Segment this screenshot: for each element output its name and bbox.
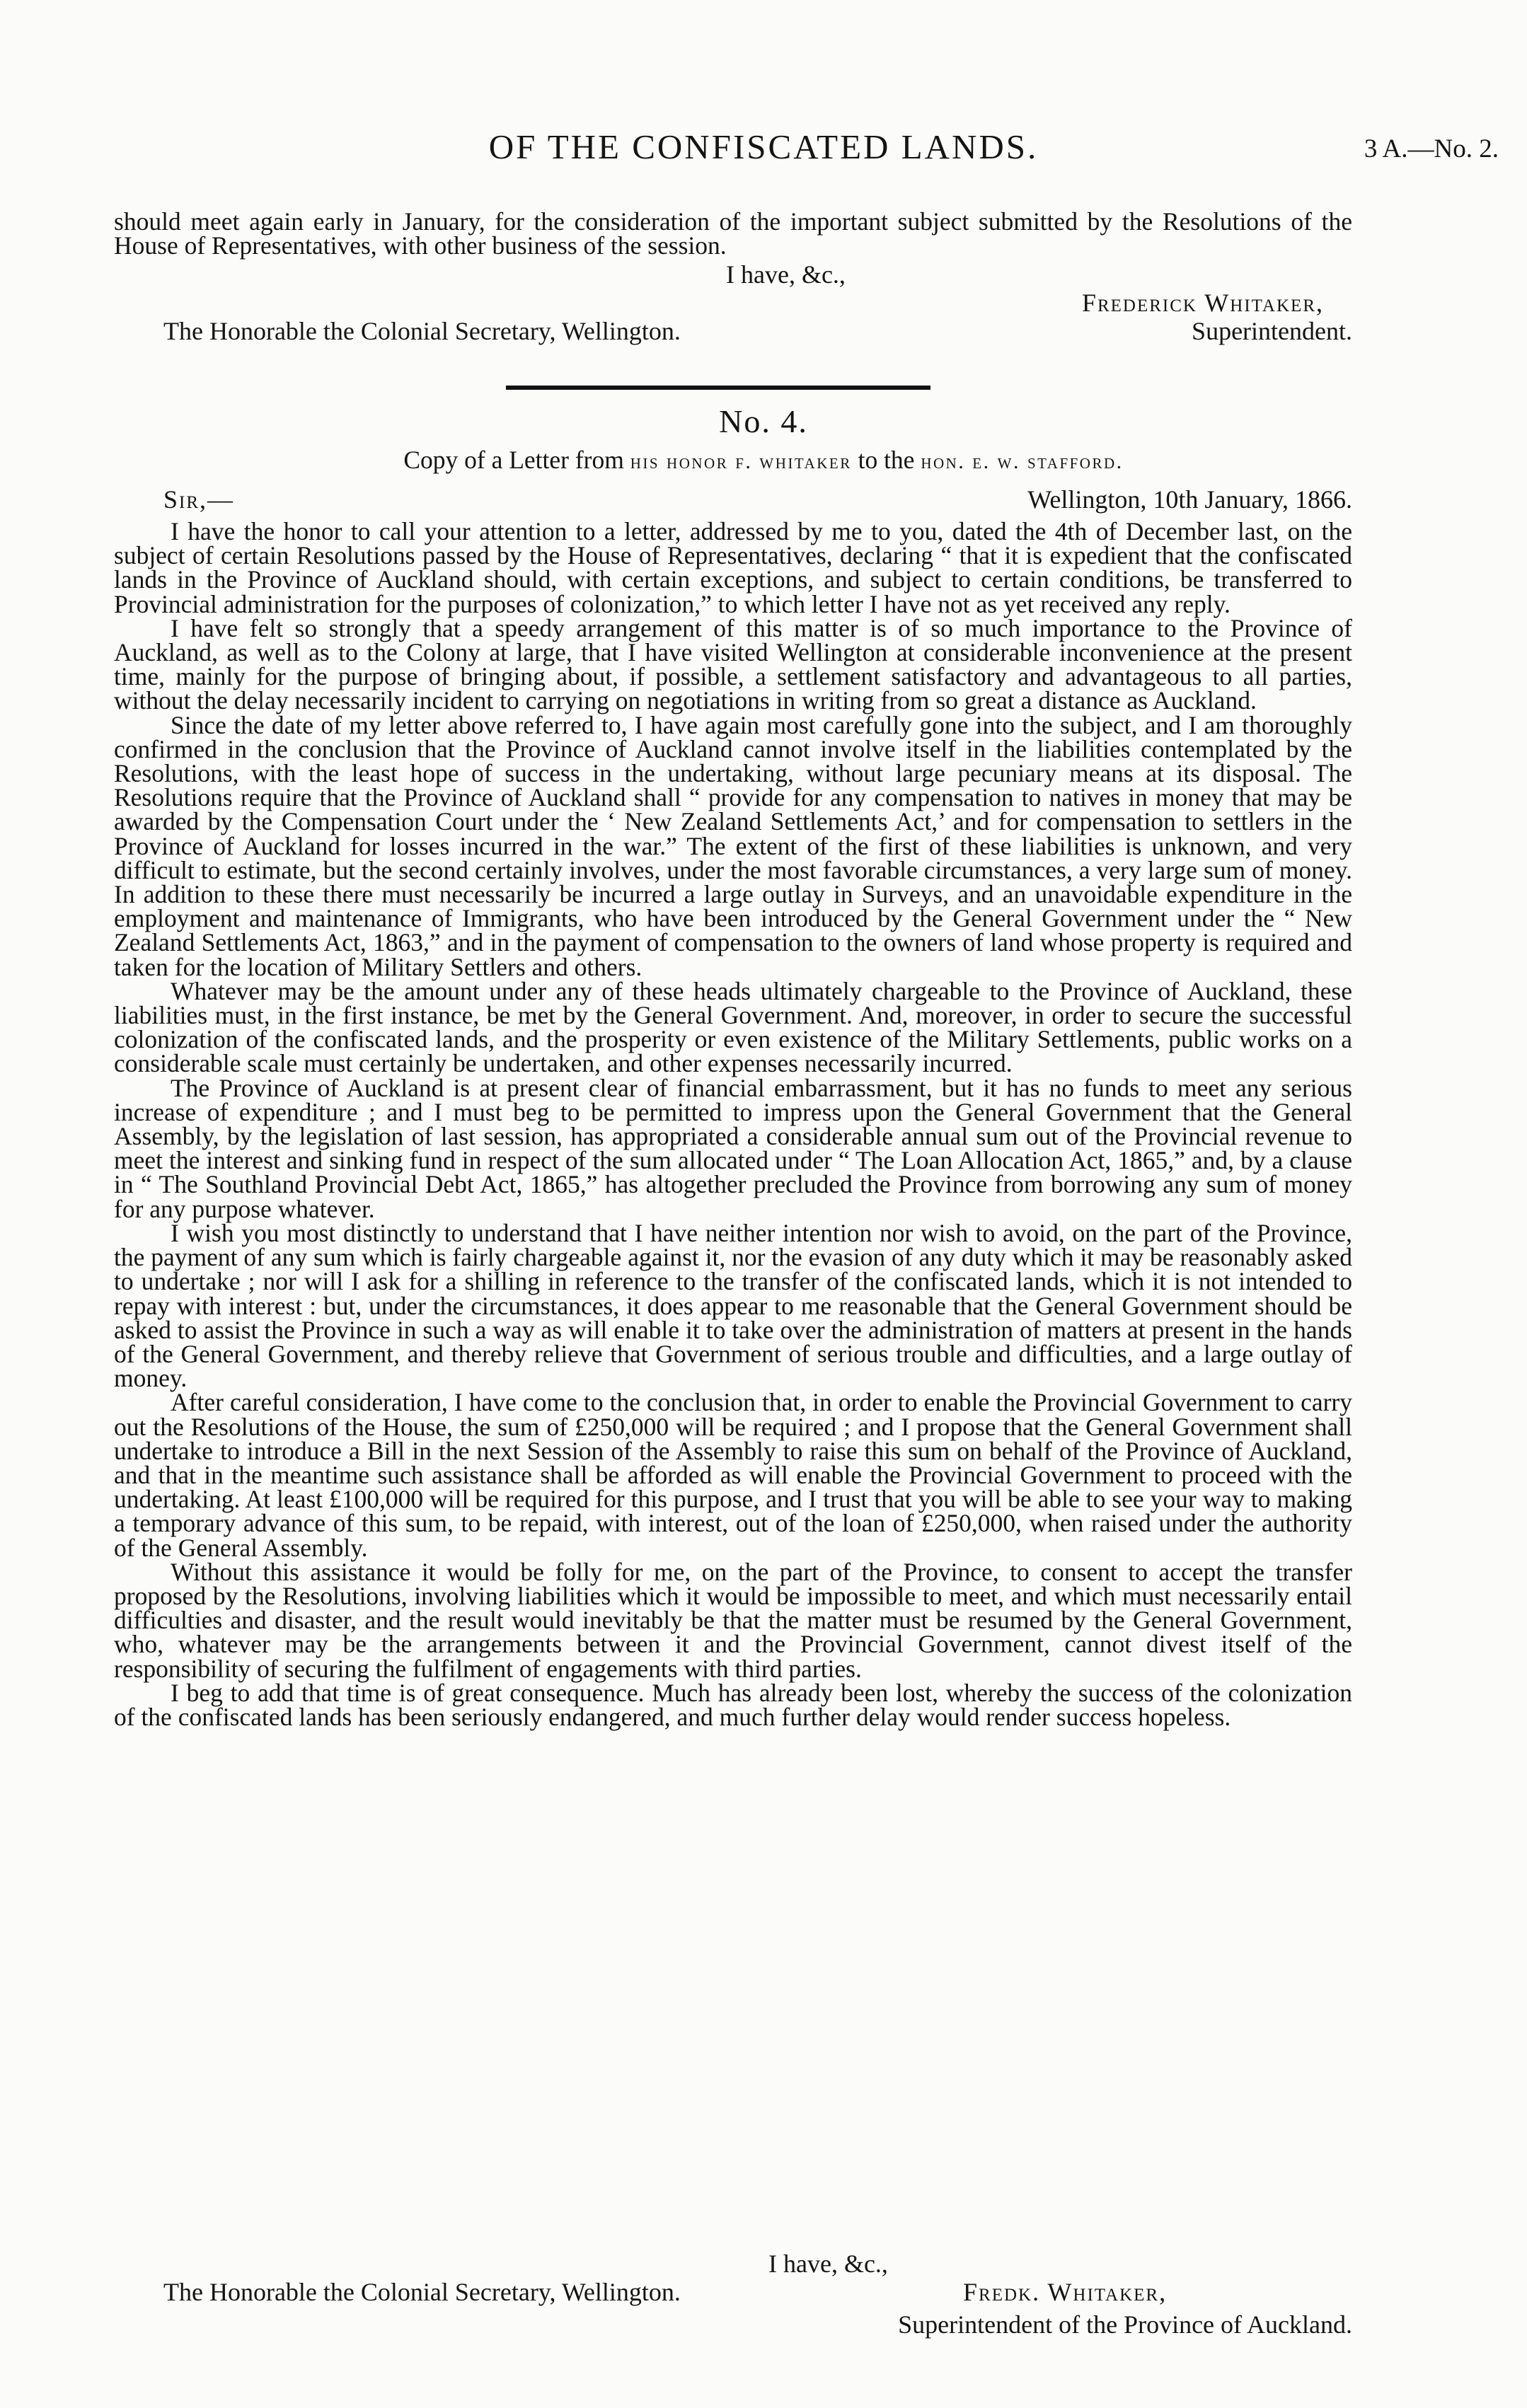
body-paragraph: After careful consideration, I have come to the conclusion that, in order to enable the Provincial Government to carry out the Resolutions of the House, the sum of £250,000 will be required ; and I propose that the General Government shall undertake to introduce a Bill in the next Session of the Assembly to raise this sum on behalf of the Province of Auckland, and that in the meantime such assistance shall be afforded as will enable the Provincial Government to proceed with the undertaking. At least £100,000 will be required for this purpose, and I trust that you will be able to see your way to making a temporary advance of this sum, to be repaid, with interest, out of the loan of £250,000, when raised under the authority of the General Assembly.: [114, 1388, 1352, 1562]
section-divider: [506, 386, 930, 390]
body-paragraph: Whatever may be the amount under any of these heads ultimately chargeable to the Province of Auckland, these liabilities must, in the first instance, be met by the General Government. And, moreover, in order to secure the successful colonization of the confiscated lands, and the prosperity or even existence of the Military Settlements, public works on a considerable scale must certainly be undertaken, and other expenses necessarily incurred.: [114, 976, 1352, 1078]
body-paragraph: The Province of Auckland is at present clear of financial embarrassment, but it has no funds to meet any serious increase of expenditure ; and I must beg to be permitted to impress upon the General Government that the General Assembly, by the legislation of last session, has appropriated a considerable annual sum out of the Provincial revenue to meet the interest and sinking fund in respect of the sum allocated under “ The Loan Allocation Act, 1865,” and, by a clause in “ The Southland Provincial Debt Act, 1865,” has altogether precluded the Province from borrowing any sum of money for any purpose whatever.: [114, 1073, 1352, 1223]
salutation: Sir,—: [163, 485, 235, 514]
letter-signature: [114, 2250, 1352, 2349]
body-paragraph: I beg to add that time is of great consequence. Much has already been lost, whereby the success of the colonization of the confiscated lands has been seriously endangered, and much further delay would render success hopeless.: [114, 1678, 1352, 1731]
addressee: The Honorable the Colonial Secretary, Wellington.: [163, 2278, 681, 2306]
previous-letter-closing: [114, 207, 1352, 260]
letter-body: [114, 519, 1352, 1729]
previous-letter-signature: [114, 260, 1352, 374]
closing-phrase: I have, &c.,: [768, 2250, 888, 2278]
copy-prefix: Copy of a Letter from: [403, 446, 624, 474]
to-word: to the: [858, 446, 915, 474]
body-paragraph: I have the honor to call your attention to a letter, addressed by me to you, dated the 4th of December last, on the subject of certain Resolutions passed by the House of Representatives, declaring “ that it is expedient that the confiscated lands in the Province of Auckland should, with certain exceptions, and subject to certain conditions, be transferred to Provincial administration for the purposes of colonization,” to which letter I have not as yet received any reply.: [114, 517, 1352, 618]
closing-paragraph: should meet again early in January, for the consideration of the important subject submitted by the Resolutions of the House of Representatives, with other business of the session.: [114, 207, 1352, 260]
letter-number: No. 4.: [719, 403, 808, 439]
signatory-name: Fredk. Whitaker,: [963, 2278, 1168, 2306]
signatory-title: Superintendent of the Province of Auckland.: [898, 2310, 1352, 2339]
body-paragraph: Since the date of my letter above referred to, I have again most carefully gone into the subject, and I am thoroughly confirmed in the conclusion that the Province of Auckland cannot involve itself in the liabilities contemplated by the Resolutions, with the least hope of success in the undertaking, without large pecuniary means at its disposal. The Resolutions require that the Province of Auckland shall “ provide for any compensation to natives in money that may be awarded by the Compensation Court under the ‘ New Zealand Settlements Act,’ and for compensation to settlers in the Province of Auckland for losses incurred in the war.” The extent of the first of these liabilities is unknown, and very difficult to estimate, but the second certainly involves, under the most favorable circumstances, a very large sum of money. In addition to these there must necessarily be incurred a large outlay in Surveys, and an unavoidable expenditure in the employment and maintenance of Immigrants, who have been introduced by the General Government under the “ New Zealand Settlements Act, 1863,” and in the payment of compensation to the owners of land whose property is required and taken for the location of Military Settlers and others.: [114, 710, 1352, 981]
body-paragraph: Without this assistance it would be folly for me, on the part of the Province, to consent to accept the transfer proposed by the Resolutions, involving liabilities which it would be impossible to meet, and which must necessarily entail difficulties and disaster, and the result would inevitably be that the matter must be resumed by the General Government, who, whatever may be the arrangements between it and the Provincial Government, cannot divest itself of the responsibility of securing the fulfilment of engagements with third parties.: [114, 1557, 1352, 1683]
running-title: OF THE CONFISCATED LANDS.: [488, 127, 1039, 166]
letter-from: his honor f. whitaker: [630, 450, 852, 473]
body-paragraph: I wish you most distinctly to understand that I have neither intention nor wish to avoid, on the part of the Province, the payment of any sum which is fairly chargeable against it, nor the evasion of any duty which it may be reasonably asked to undertake ; nor will I ask for a shilling in reference to the transfer of the confiscated lands, which it is not intended to repay with interest : but, under the circumstances, it does appear to me reasonable that the General Government should be asked to assist the Province in such a way as will enable it to take over the administration of matters at present in the hands of the General Government, and thereby relieve that Government of serious trouble and difficulties, and a large outlay of money.: [114, 1218, 1352, 1393]
body-paragraph: I have felt so strongly that a speedy arrangement of this matter is of so much importance to the Province of Auckland, as well as to the Colony at large, that I have visited Wellington at considerable inconvenience at the present time, mainly for the purpose of bringing about, if possible, a settlement satisfactory and advantageous to all parties, without the delay necessarily incident to carrying on negotiations in writing from so great a distance as Auckland.: [114, 613, 1352, 715]
signatory-title: Superintendent.: [1192, 317, 1352, 345]
addressee: The Honorable the Colonial Secretary, Wellington.: [163, 317, 681, 345]
salutation-row: [114, 484, 1352, 515]
letter-description: [0, 446, 1527, 476]
signatory-name: Frederick Whitaker,: [1081, 289, 1324, 317]
letter-date: Wellington, 10th January, 1866.: [1027, 485, 1352, 514]
closing-phrase: I have, &c.,: [726, 260, 846, 289]
letter-to: hon. e. w. stafford.: [921, 450, 1124, 473]
page-header: [0, 126, 1527, 175]
page-reference: 3 A.—No. 2.: [1364, 134, 1499, 163]
